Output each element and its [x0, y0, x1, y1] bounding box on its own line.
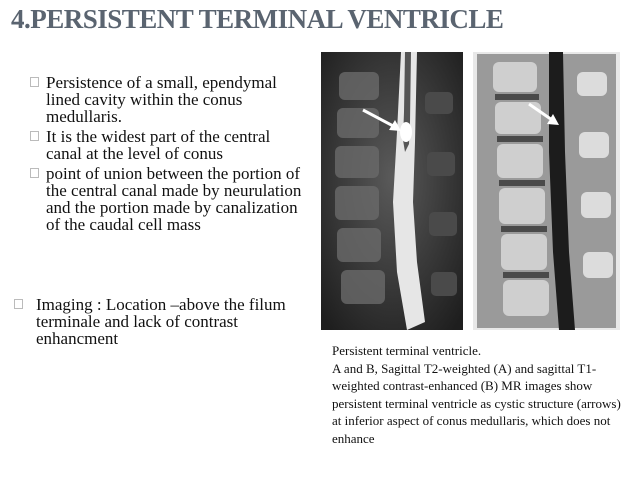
mri-panel-b [473, 52, 620, 330]
bullet-box-icon [30, 131, 39, 141]
bullet-text: point of union between the portion of the central canal made by neurulation and the portion made by canalization of the caudal cell mass [46, 164, 302, 234]
bullet-item [30, 165, 310, 233]
slide-title: 4.PERSISTENT TERMINAL VENTRICLE [11, 4, 504, 34]
caption-body: A and B, Sagittal T2-weighted (A) and sagittal T1-weighted contrast-enhanced (B) MR images show persistent terminal ventricle as cystic structure (arrows) at inferior aspect of conus medullaris, which does not enhance [332, 360, 621, 446]
bullet-box-icon [14, 299, 23, 309]
imaging-note [12, 296, 312, 350]
imaging-item [12, 296, 312, 347]
mri-figure [321, 52, 620, 330]
caption-title: Persistent terminal ventricle. [332, 343, 482, 358]
mri-panel-a [321, 52, 463, 330]
bullet-item [30, 128, 310, 162]
bullet-box-icon [30, 168, 39, 178]
bullet-item [30, 74, 310, 125]
figure-caption [332, 342, 622, 447]
bullet-text: It is the widest part of the central canal at the level of conus [46, 127, 271, 163]
bullet-text: Persistence of a small, ependymal lined cavity within the conus medullaris. [46, 73, 277, 126]
bullet-list [30, 74, 310, 236]
bullet-box-icon [30, 77, 39, 87]
imaging-text: Imaging : Location –above the filum terminale and lack of contrast enhancment [36, 295, 286, 348]
